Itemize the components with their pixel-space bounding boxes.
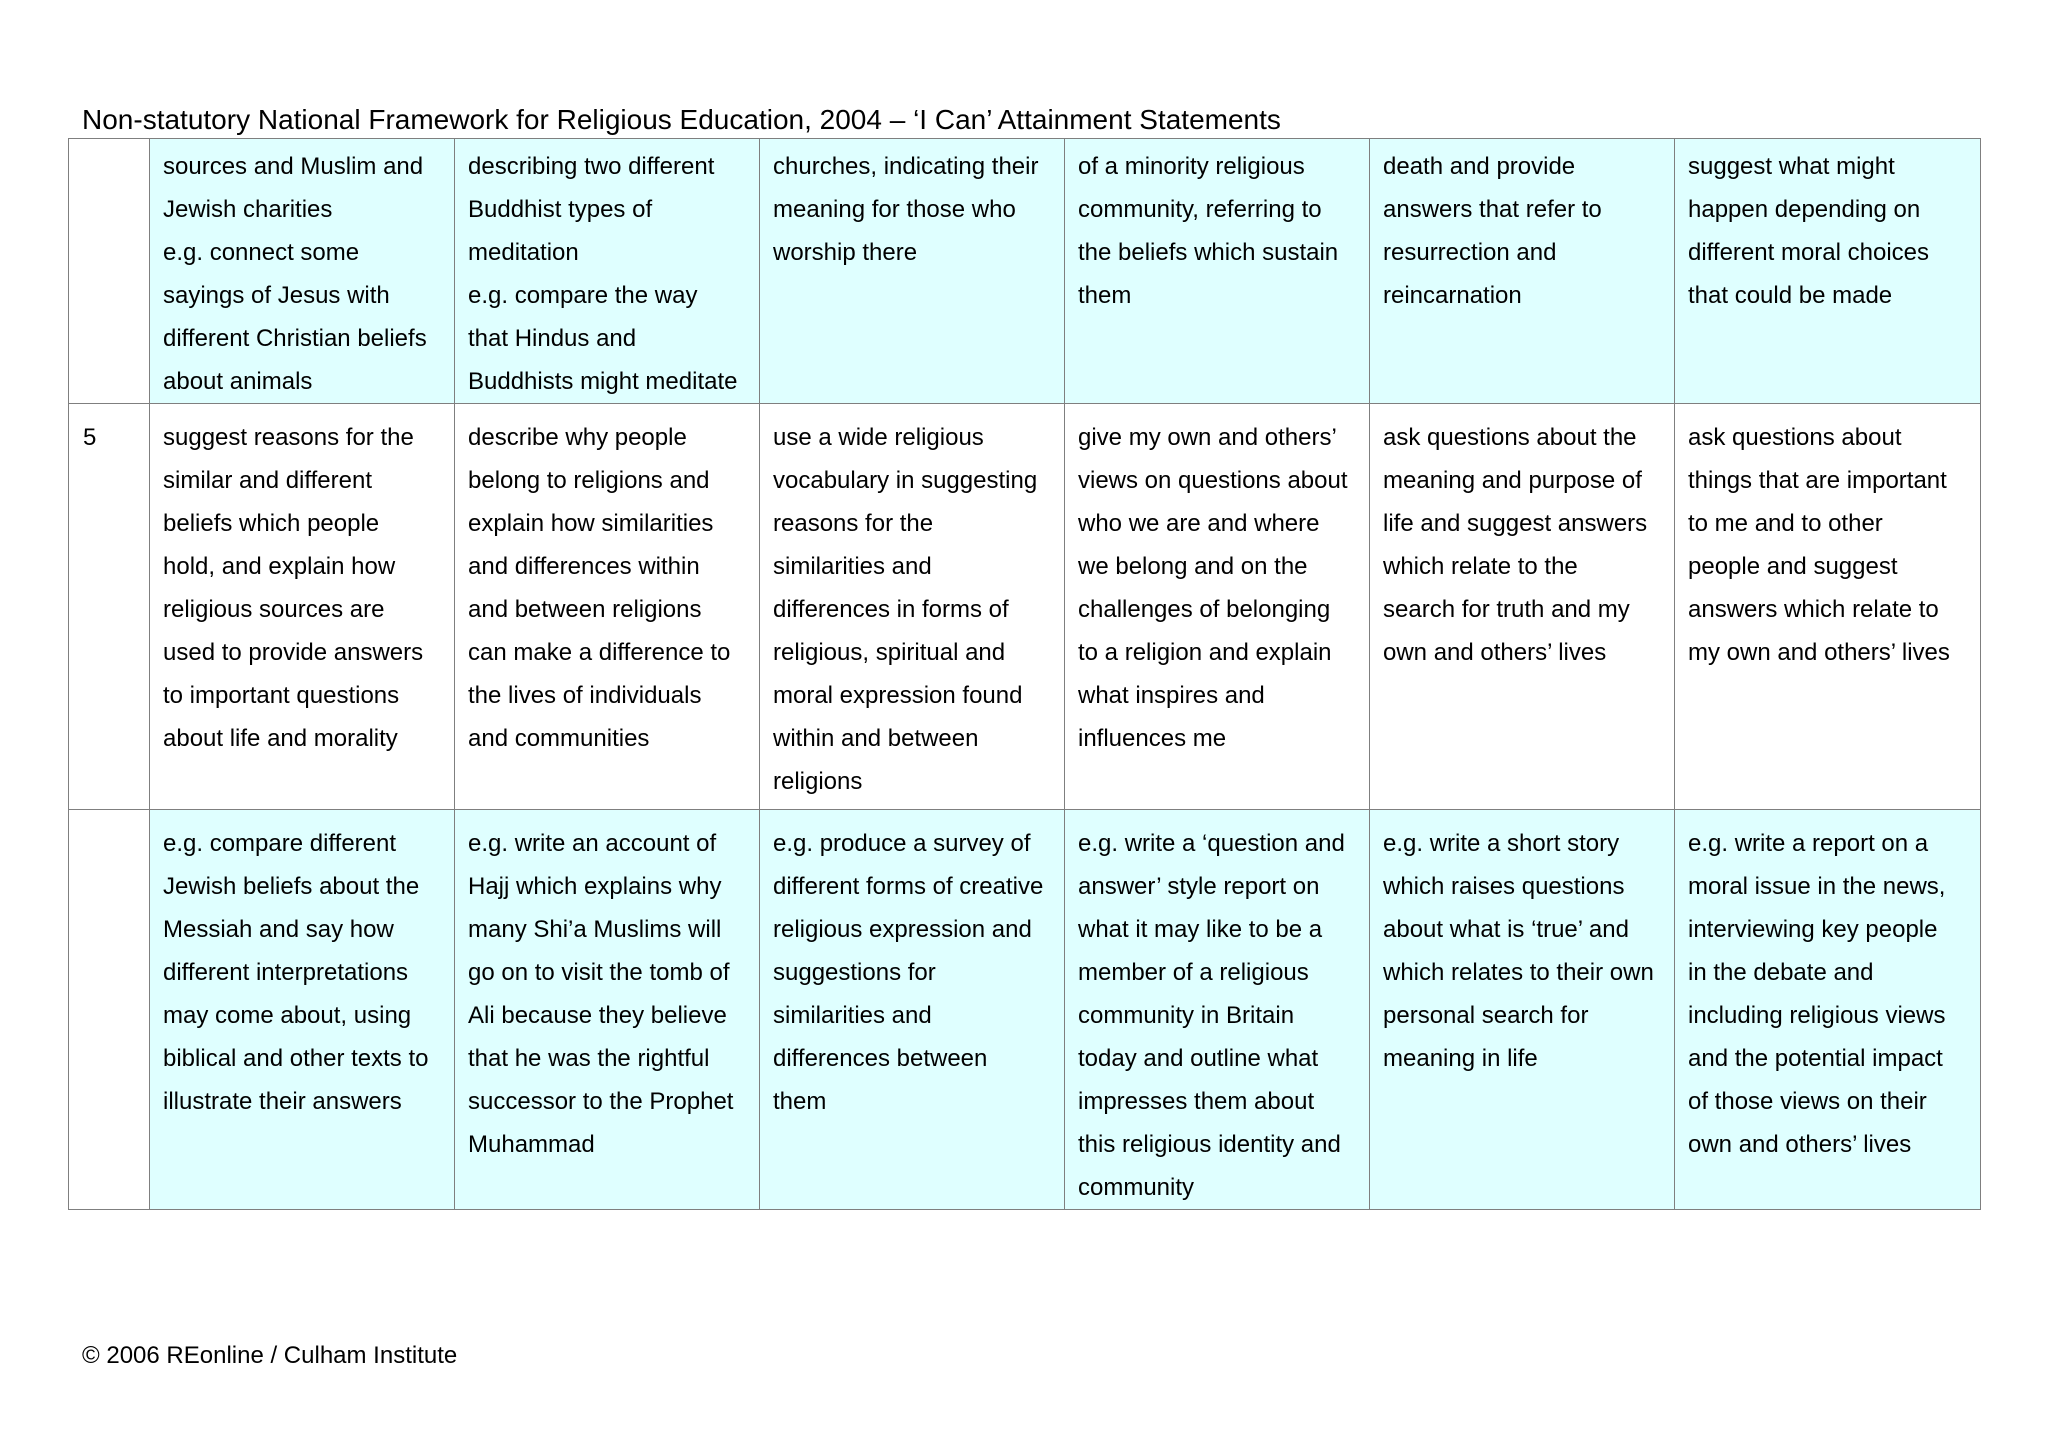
statement-line: which relate to the <box>1383 553 1578 580</box>
statement-line: which raises questions <box>1383 873 1625 900</box>
statement-line: that could be made <box>1688 282 1893 309</box>
statement-line: what it may like to be a <box>1078 916 1323 943</box>
statement-line: describing two different <box>468 153 715 180</box>
statement-line: them <box>1078 282 1132 309</box>
statement-line: to me and to other <box>1688 510 1883 537</box>
statement-cell <box>1065 810 1370 1210</box>
statement-line: hold, and explain how <box>163 553 396 580</box>
statement-line: within and between <box>773 725 979 752</box>
statement-line: explain how similarities <box>468 510 714 537</box>
statement-line: e.g. produce a survey of <box>773 830 1031 857</box>
statement-line: Hajj which explains why <box>468 873 722 900</box>
statement-line: and communities <box>468 725 650 752</box>
statement-cell <box>1370 404 1675 810</box>
statement-line: the lives of individuals <box>468 682 702 709</box>
statement-cell <box>760 139 1065 404</box>
statement-line: reasons for the <box>773 510 934 537</box>
statement-line: go on to visit the tomb of <box>468 959 730 986</box>
statement-line: views on questions about <box>1078 467 1348 494</box>
statement-line: religions <box>773 768 863 795</box>
level-cell <box>69 404 150 810</box>
statement-line: the beliefs which sustain <box>1078 239 1339 266</box>
statement-line: different Christian beliefs <box>163 325 427 352</box>
statement-line: Buddhists might meditate <box>468 368 738 395</box>
statement-line: that he was the rightful <box>468 1045 710 1072</box>
statement-line: many Shi’a Muslims will <box>468 916 722 943</box>
statement-line: sayings of Jesus with <box>163 282 390 309</box>
statement-line: different interpretations <box>163 959 409 986</box>
statement-line: about life and morality <box>163 725 398 752</box>
statement-cell <box>1370 139 1675 404</box>
statement-line: my own and others’ lives <box>1688 639 1950 666</box>
statement-line: moral issue in the news, <box>1688 873 1946 900</box>
statement-line: community <box>1078 1174 1195 1201</box>
statement-cell <box>1675 404 1981 810</box>
statement-line: answers which relate to <box>1688 596 1939 623</box>
statement-line: illustrate their answers <box>163 1088 402 1115</box>
statement-line: describe why people <box>468 424 687 451</box>
statement-line: and the potential impact <box>1688 1045 1943 1072</box>
statement-line: to important questions <box>163 682 400 709</box>
statement-line: Jewish beliefs about the <box>163 873 420 900</box>
statement-line: e.g. write a ‘question and <box>1078 830 1345 857</box>
table-row <box>69 139 1981 404</box>
statement-cell <box>455 139 760 404</box>
statement-line: biblical and other texts to <box>163 1045 429 1072</box>
statement-line: e.g. write an account of <box>468 830 717 857</box>
statement-line: answer’ style report on <box>1078 873 1320 900</box>
statement-line: moral expression found <box>773 682 1023 709</box>
statement-cell <box>455 404 760 810</box>
statement-line: in the debate and <box>1688 959 1874 986</box>
statement-cell <box>1675 810 1981 1210</box>
copyright-footer: © 2006 REonline / Culham Institute <box>82 1342 458 1369</box>
statement-line: meaning in life <box>1383 1045 1538 1072</box>
statement-line: today and outline what <box>1078 1045 1319 1072</box>
statement-line: about animals <box>163 368 313 395</box>
statement-line: successor to the Prophet <box>468 1088 734 1115</box>
statement-line: similar and different <box>163 467 372 494</box>
table-row <box>69 404 1981 810</box>
statement-line: churches, indicating their <box>773 153 1039 180</box>
statement-line: happen depending on <box>1688 196 1921 223</box>
statement-line: suggest what might <box>1688 153 1895 180</box>
statement-line: meaning for those who <box>773 196 1016 223</box>
table-row <box>69 810 1981 1210</box>
statement-line: Buddhist types of <box>468 196 653 223</box>
statement-line: answers that refer to <box>1383 196 1602 223</box>
statement-line: community in Britain <box>1078 1002 1295 1029</box>
statement-line: own and others’ lives <box>1688 1131 1912 1158</box>
statement-line: religious, spiritual and <box>773 639 1006 666</box>
statement-line: people and suggest <box>1688 553 1898 580</box>
statement-line: ask questions about <box>1688 424 1902 451</box>
statement-line: use a wide religious <box>773 424 984 451</box>
statement-line: can make a difference to <box>468 639 731 666</box>
statement-line: of those views on their <box>1688 1088 1927 1115</box>
statement-cell <box>150 139 455 404</box>
statement-line: resurrection and <box>1383 239 1557 266</box>
statement-line: meditation <box>468 239 579 266</box>
statement-line: differences between <box>773 1045 988 1072</box>
statement-line: e.g. compare the way <box>468 282 698 309</box>
statement-line: give my own and others’ <box>1078 424 1337 451</box>
statement-line: may come about, using <box>163 1002 412 1029</box>
statement-line: influences me <box>1078 725 1227 752</box>
statement-line: of a minority religious <box>1078 153 1305 180</box>
statement-line: this religious identity and <box>1078 1131 1341 1158</box>
statement-line: ask questions about the <box>1383 424 1637 451</box>
statement-line: beliefs which people <box>163 510 380 537</box>
statement-cell <box>760 810 1065 1210</box>
statement-line: Ali because they believe <box>468 1002 727 1029</box>
statement-line: similarities and <box>773 553 932 580</box>
statement-line: who we are and where <box>1078 510 1320 537</box>
statement-cell <box>1065 139 1370 404</box>
statement-line: e.g. write a report on a <box>1688 830 1929 857</box>
statement-cell <box>1370 810 1675 1210</box>
level-cell <box>69 139 150 404</box>
statement-line: e.g. connect some <box>163 239 360 266</box>
statement-line: that Hindus and <box>468 325 637 352</box>
statement-cell <box>150 810 455 1210</box>
statement-line: challenges of belonging <box>1078 596 1331 623</box>
statement-line: including religious views <box>1688 1002 1946 1029</box>
statement-line: to a religion and explain <box>1078 639 1332 666</box>
statement-cell <box>1675 139 1981 404</box>
statement-line: member of a religious <box>1078 959 1309 986</box>
statement-line: interviewing key people <box>1688 916 1938 943</box>
statement-line: death and provide <box>1383 153 1576 180</box>
attainment-table <box>68 138 1981 1210</box>
statement-line: Muhammad <box>468 1131 595 1158</box>
statement-line: search for truth and my <box>1383 596 1630 623</box>
statement-line: Jewish charities <box>163 196 333 223</box>
statement-cell <box>760 404 1065 810</box>
page-title: Non-statutory National Framework for Religious Education, 2004 – ‘I Can’ Attainment Statements <box>82 104 1281 135</box>
statement-line: religious sources are <box>163 596 385 623</box>
statement-line: them <box>773 1088 827 1115</box>
statement-line: differences in forms of <box>773 596 1009 623</box>
statement-cell <box>455 810 760 1210</box>
statement-line: about what is ‘true’ and <box>1383 916 1629 943</box>
statement-line: we belong and on the <box>1078 553 1308 580</box>
statement-line: sources and Muslim and <box>163 153 424 180</box>
statement-line: things that are important <box>1688 467 1947 494</box>
level-cell <box>69 810 150 1210</box>
statement-line: religious expression and <box>773 916 1032 943</box>
level-label: 5 <box>83 424 97 451</box>
statement-line: and differences within <box>468 553 700 580</box>
statement-cell <box>1065 404 1370 810</box>
statement-line: suggest reasons for the <box>163 424 414 451</box>
statement-line: own and others’ lives <box>1383 639 1607 666</box>
statement-line: suggestions for <box>773 959 936 986</box>
statement-line: e.g. write a short story <box>1383 830 1620 857</box>
statement-line: different forms of creative <box>773 873 1044 900</box>
statement-line: life and suggest answers <box>1383 510 1648 537</box>
statement-cell <box>150 404 455 810</box>
statement-line: belong to religions and <box>468 467 710 494</box>
table-body <box>69 139 1981 1210</box>
statement-line: e.g. compare different <box>163 830 397 857</box>
statement-line: meaning and purpose of <box>1383 467 1642 494</box>
statement-line: reincarnation <box>1383 282 1522 309</box>
statement-line: community, referring to <box>1078 196 1322 223</box>
statement-line: vocabulary in suggesting <box>773 467 1038 494</box>
statement-line: used to provide answers <box>163 639 424 666</box>
statement-line: Messiah and say how <box>163 916 394 943</box>
statement-line: similarities and <box>773 1002 932 1029</box>
statement-line: different moral choices <box>1688 239 1930 266</box>
statement-line: and between religions <box>468 596 702 623</box>
statement-line: impresses them about <box>1078 1088 1315 1115</box>
statement-line: what inspires and <box>1078 682 1265 709</box>
statement-line: worship there <box>773 239 918 266</box>
statement-line: personal search for <box>1383 1002 1589 1029</box>
statement-line: which relates to their own <box>1383 959 1654 986</box>
